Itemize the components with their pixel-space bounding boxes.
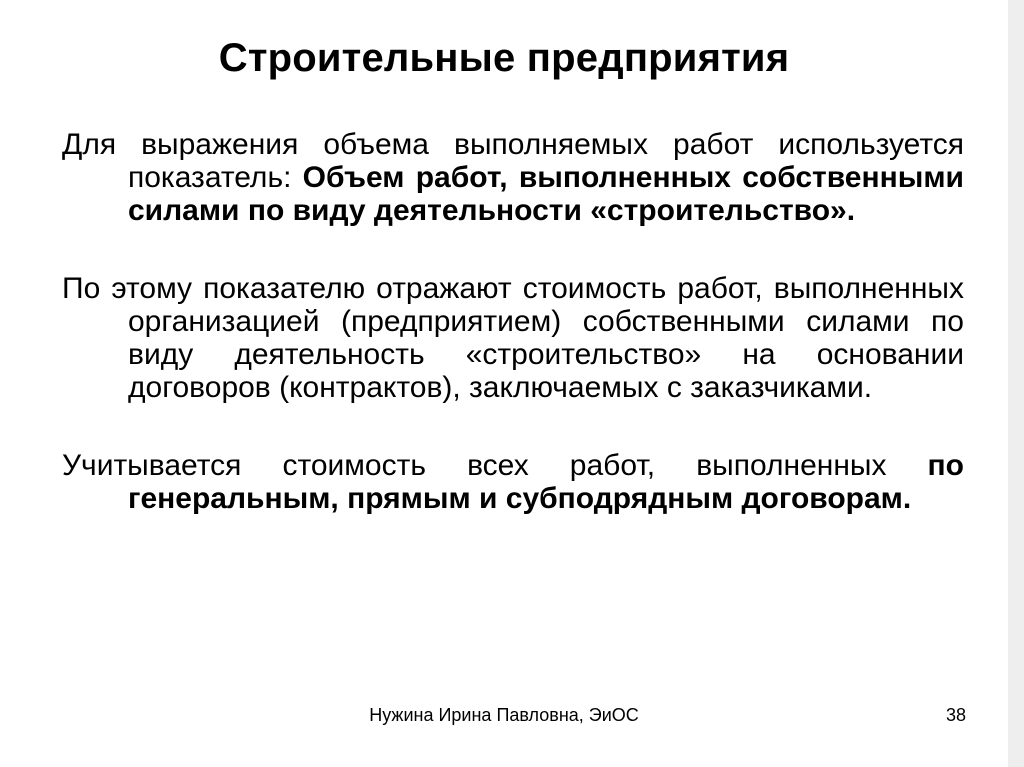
page-number: 38: [946, 705, 967, 725]
paragraph-3: [62, 449, 964, 515]
paragraph-2: [62, 272, 964, 404]
footer-author: Нужина Ирина Павловна, ЭиОС: [369, 705, 639, 725]
paragraph-2-text: По этому показателю отражают стоимость работ, выполненных организацией (предприятием) собственными силами по виду деятельность «строительство» на основании договоров (контрактов), заключаемых с заказчиками.: [62, 272, 964, 404]
paragraph-1-bold-text: Объем работ, выполненных собственными силами по виду деятельности «строительство».: [128, 161, 964, 227]
paragraph-1-text: Для выражения объема выполняемых работ используется показатель:: [62, 128, 964, 194]
slide-body: [62, 128, 964, 515]
slide-title: Строительные предприятия: [218, 36, 790, 80]
paragraph-1: [62, 128, 964, 227]
paragraph-3-text: Учитывается стоимость всех работ, выполненных: [62, 449, 928, 482]
paragraph-3-bold-text: по генеральным, прямым и субподрядным договорам.: [128, 449, 964, 515]
